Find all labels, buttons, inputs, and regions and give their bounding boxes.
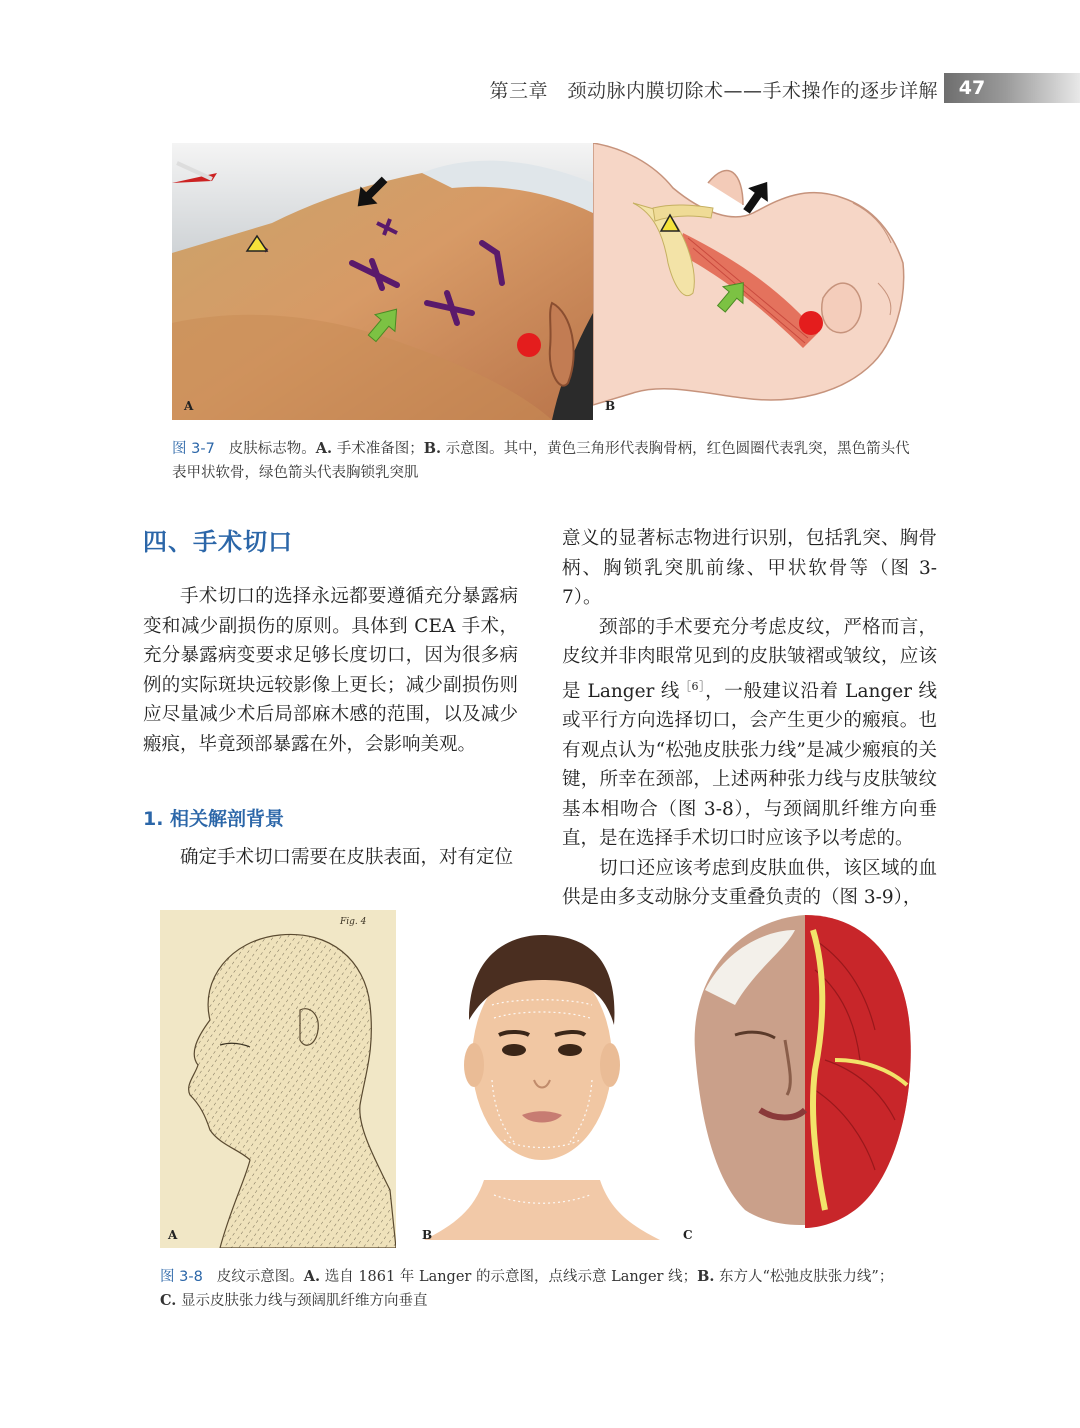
figure-3-8-number: 图 3-8	[160, 1269, 203, 1285]
neck-schematic-illustration	[593, 143, 907, 420]
panel-a-label: A	[184, 399, 194, 413]
figure-3-7-panel-b-schematic	[593, 143, 907, 420]
right-paragraph-2: 颈部的手术要充分考虑皮纹，严格而言，皮纹并非肉眼常见到的皮肤皱褶或皱纹，应该是 Langer 线$^{[6]}$，一般建议沿着 Langer 线或平行方向选择切口，会产生更少的瘢痕。也有观点认为“松弛皮肤张力线”是减少瘢痕的关键，所幸在颈部，上述两种张力线与皮肤皱纹基本相吻合（图 3-8），与颈阔肌纤维方向垂直，是在选择手术切口时应该予以考虑的。	[562, 616, 937, 850]
page-number: 47	[958, 77, 986, 99]
panel-b-label-3-8: B	[422, 1228, 433, 1242]
figure-3-7-number: 图 3-7	[172, 441, 215, 457]
left-column	[143, 582, 518, 759]
left-paragraph-2: 确定手术切口需要在皮肤表面，对有定位	[180, 847, 514, 868]
section-title: 四、手术切口	[143, 528, 293, 556]
panel-c-label-3-8: C	[683, 1228, 693, 1242]
figure-3-8-caption: 图 3-8 皮纹示意图。A. 选自 1861 年 Langer 的示意图，点线示意 Langer 线；B. 东方人“松弛皮肤张力线”； C. 显示皮肤张力线与颈阔肌纤维方向垂直	[160, 1268, 894, 1309]
red-circle-marker	[517, 333, 541, 357]
left-paragraph-1: 手术切口的选择永远都要遵循充分暴露病变和减少副损伤的原则。具体到 CEA 手术，充分暴露病变要求足够长度切口，因为很多病例的实际斑块远较影像上更长；减少副损伤则应尽量减少术后局部麻木感的范围，以及减少瘢痕，毕竟颈部暴露在外，会影响美观。	[143, 586, 518, 755]
figure-3-8-panel-a	[160, 910, 396, 1248]
half-face-muscle-illustration	[675, 910, 930, 1248]
face-tension-lines-illustration	[414, 910, 670, 1248]
figure-3-7	[172, 143, 907, 420]
figure-3-8-panel-c	[675, 910, 930, 1248]
right-paragraph-3: 切口还应该考虑到皮肤血供，该区域的血供是由多支动脉分支重叠负责的（图 3-9），	[562, 857, 937, 909]
figure-3-8-panel-b	[414, 910, 670, 1248]
panel-b-label: B	[605, 399, 616, 413]
running-header	[0, 70, 1080, 108]
figure-3-7-caption: 图 3-7 皮肤标志物。A. 手术准备图；B. 示意图。其中，黄色三角形代表胸骨柄，红色圆圈代表乳突，黑色箭头代表甲状软骨，绿色箭头代表胸锁乳突肌	[172, 440, 910, 481]
subsection-title: 1. 相关解剖背景	[143, 808, 285, 830]
chapter-title: 第三章 颈动脉内膜切除术——手术操作的逐步详解	[489, 80, 938, 102]
right-column	[562, 524, 937, 913]
left-column-continued	[143, 843, 518, 873]
neck-photo-illustration	[172, 143, 593, 420]
figure-3-8	[160, 910, 930, 1250]
figure-3-7-panel-a-photo	[172, 143, 593, 420]
red-circle-marker-b	[799, 311, 823, 335]
right-paragraph-1: 意义的显著标志物进行识别，包括乳突、胸骨柄、胸锁乳突肌前缘、甲状软骨等（图 3-7）。	[562, 528, 937, 608]
reference-marker: ［6］	[679, 679, 706, 693]
fig-tag: Fig. 4	[340, 917, 367, 927]
langer-engraving-illustration	[160, 910, 396, 1248]
panel-a-label-3-8: A	[168, 1228, 178, 1242]
